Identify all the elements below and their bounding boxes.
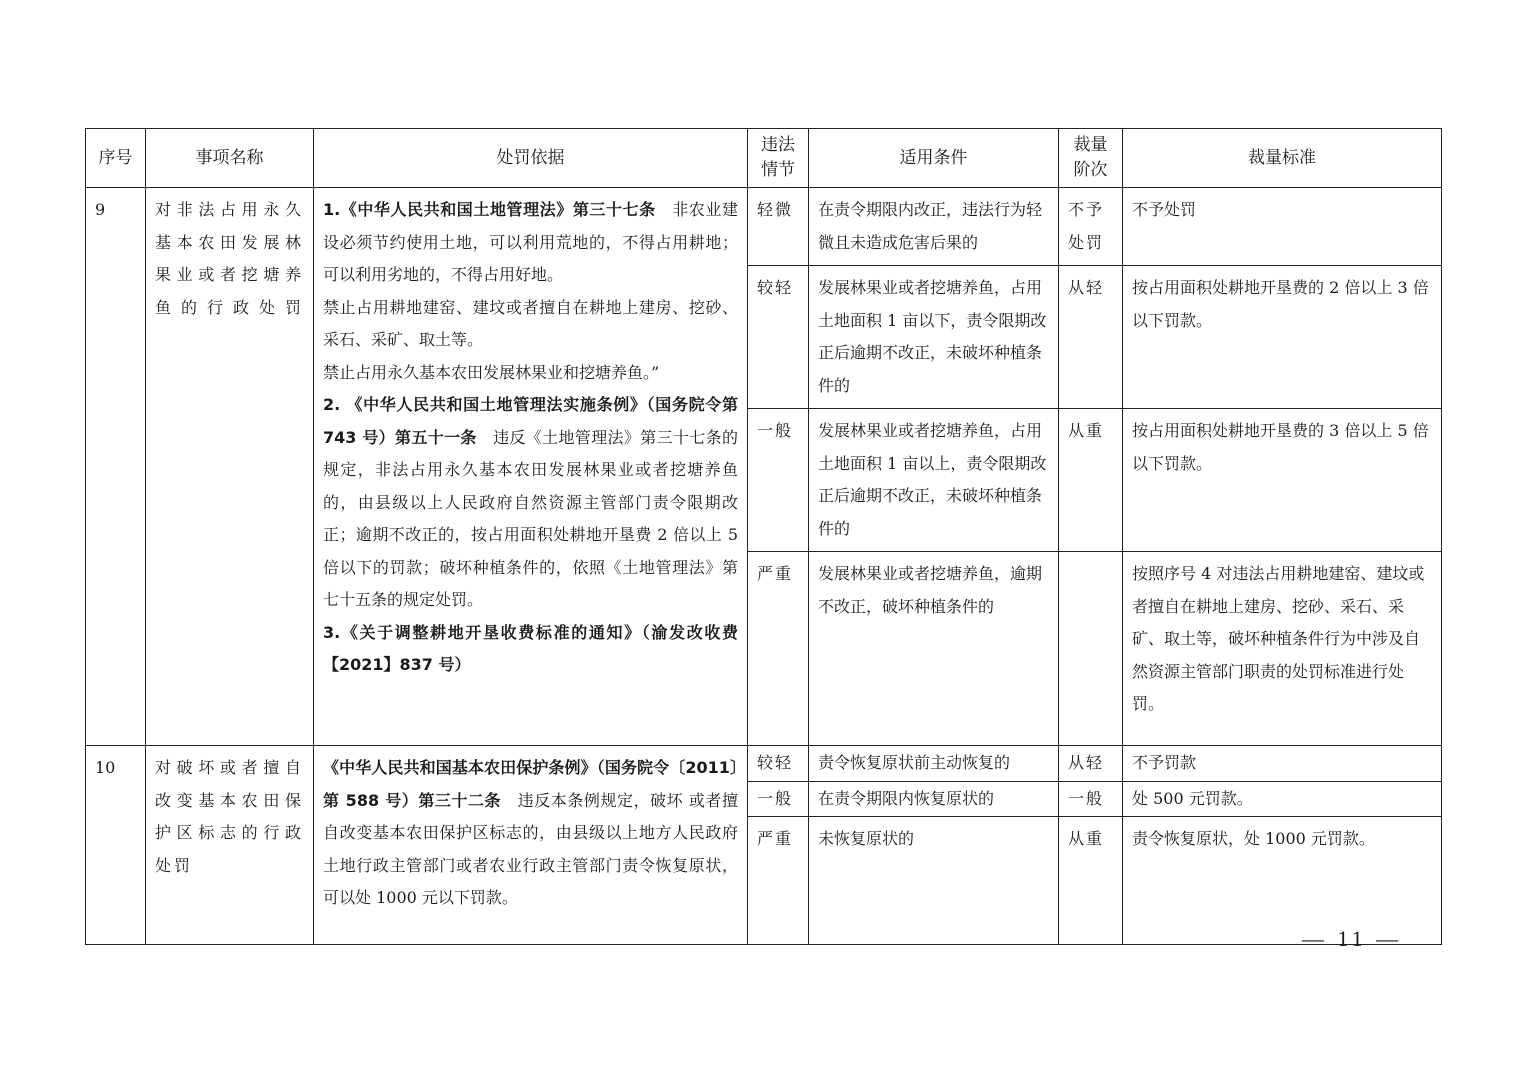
condition-cell: 发展林果业或者挖塘养鱼，逾期不改正，破坏种植条件的 — [809, 552, 1059, 746]
item-name: 对非法占用永久基本农田发展林果业或者挖塘养鱼的行政处罚 — [146, 188, 314, 746]
basis-para — [323, 752, 738, 915]
basis-head: 2. 《中华人民共和国土地管理法实施条例》（国务院令第 743 号）第五十一条 — [323, 395, 738, 447]
item-seq: 10 — [86, 746, 146, 945]
severity-cell: 一般 — [748, 781, 809, 817]
standard-cell: 责令恢复原状，处 1000 元罚款。 — [1123, 817, 1442, 945]
level-cell: 从轻 — [1059, 266, 1123, 409]
table-row — [86, 746, 1442, 782]
standard-cell: 按占用面积处耕地开垦费的 2 倍以上 3 倍以下罚款。 — [1123, 266, 1442, 409]
item-seq: 9 — [86, 188, 146, 746]
item-basis — [314, 188, 748, 746]
header-level-text: 裁量阶次 — [1073, 135, 1108, 180]
basis-head: 1.《中华人民共和国土地管理法》第三十七条 — [323, 200, 656, 219]
header-level — [1059, 129, 1123, 188]
level-cell — [1059, 552, 1123, 746]
level-cell: 不予处罚 — [1059, 188, 1123, 266]
basis-para — [323, 389, 738, 617]
condition-cell: 发展林果业或者挖塘养鱼，占用土地面积 1 亩以上，责令限期改正后逾期不改正，未破坏种植条件的 — [809, 409, 1059, 552]
basis-head: 《中华人民共和国基本农田保护条例》（国务院令〔2011〕第 588 号）第三十二条 — [323, 758, 738, 810]
basis-para — [323, 194, 738, 292]
basis-para — [323, 617, 738, 682]
header-basis: 处罚依据 — [314, 129, 748, 188]
standard-cell: 不予处罚 — [1123, 188, 1442, 266]
standard-cell: 处 500 元罚款。 — [1123, 781, 1442, 817]
penalty-table — [85, 128, 1442, 945]
level-cell: 从重 — [1059, 409, 1123, 552]
item-name: 对破坏或者擅自改变基本农田保护区标志的行政处罚 — [146, 746, 314, 945]
header-severity-text: 违法情节 — [761, 135, 795, 180]
header-condition: 适用条件 — [809, 129, 1059, 188]
condition-cell: 未恢复原状的 — [809, 817, 1059, 945]
condition-cell: 在责令期限内恢复原状的 — [809, 781, 1059, 817]
item-basis — [314, 746, 748, 945]
basis-body: 违反本条例规定，破坏 或者擅自改变基本农田保护区标志的，由县级以上地方人民政府土地行政主管部门或者农业行政主管部门责令恢复原状，可以处 1000 元以下罚款。 — [323, 790, 738, 907]
standard-cell: 按占用面积处耕地开垦费的 3 倍以上 5 倍以下罚款。 — [1123, 409, 1442, 552]
table-row — [86, 188, 1442, 266]
condition-cell: 在责令期限内改正，违法行为轻微且未造成危害后果的 — [809, 188, 1059, 266]
severity-cell: 一般 — [748, 409, 809, 552]
level-cell: 从重 — [1059, 817, 1123, 945]
level-cell: 一般 — [1059, 781, 1123, 817]
severity-cell: 轻微 — [748, 188, 809, 266]
page-number: — 11 — — [1301, 926, 1403, 951]
header-standard: 裁量标准 — [1123, 129, 1442, 188]
basis-body: 禁止占用耕地建窑、建坟或者擅自在耕地上建房、挖砂、采石、采矿、取土等。 — [323, 297, 738, 349]
level-cell: 从轻 — [1059, 746, 1123, 782]
header-name: 事项名称 — [146, 129, 314, 188]
basis-head: 3.《关于调整耕地开垦收费标准的通知》（渝发改收费【2021】837 号） — [323, 622, 738, 674]
header-severity — [748, 129, 809, 188]
severity-cell: 严重 — [748, 552, 809, 746]
standard-cell: 不予罚款 — [1123, 746, 1442, 782]
severity-cell: 严重 — [748, 817, 809, 945]
standard-cell: 按照序号 4 对违法占用耕地建窑、建坟或者擅自在耕地上建房、挖砂、采石、采矿、取土等，破坏种植条件行为中涉及自然资源主管部门职责的处罚标准进行处罚。 — [1123, 552, 1442, 746]
condition-cell: 责令恢复原状前主动恢复的 — [809, 746, 1059, 782]
header-seq: 序号 — [86, 129, 146, 188]
basis-para — [323, 292, 738, 357]
basis-body: 非农业建设必须节约使用土地，可以利用荒地的，不得占用耕地；可以利用劣地的，不得占用好地。 — [323, 200, 738, 284]
severity-cell: 较轻 — [748, 266, 809, 409]
basis-body: 违反《土地管理法》第三十七条的规定，非法占用永久基本农田发展林果业或者挖塘养鱼的，由县级以上人民政府自然资源主管部门责令限期改正；逾期不改正的，按占用面积处耕地开垦费 2 倍以上 5 倍以下的罚款；破坏种植条件的，依照《土地管理法》第七十五条的规定处罚。 — [323, 427, 738, 609]
severity-cell: 较轻 — [748, 746, 809, 782]
condition-cell: 发展林果业或者挖塘养鱼，占用土地面积 1 亩以下，责令限期改正后逾期不改正，未破坏种植条件的 — [809, 266, 1059, 409]
basis-body: 禁止占用永久基本农田发展林果业和挖塘养鱼。” — [323, 362, 660, 382]
header-row — [86, 129, 1442, 188]
basis-para — [323, 357, 738, 390]
